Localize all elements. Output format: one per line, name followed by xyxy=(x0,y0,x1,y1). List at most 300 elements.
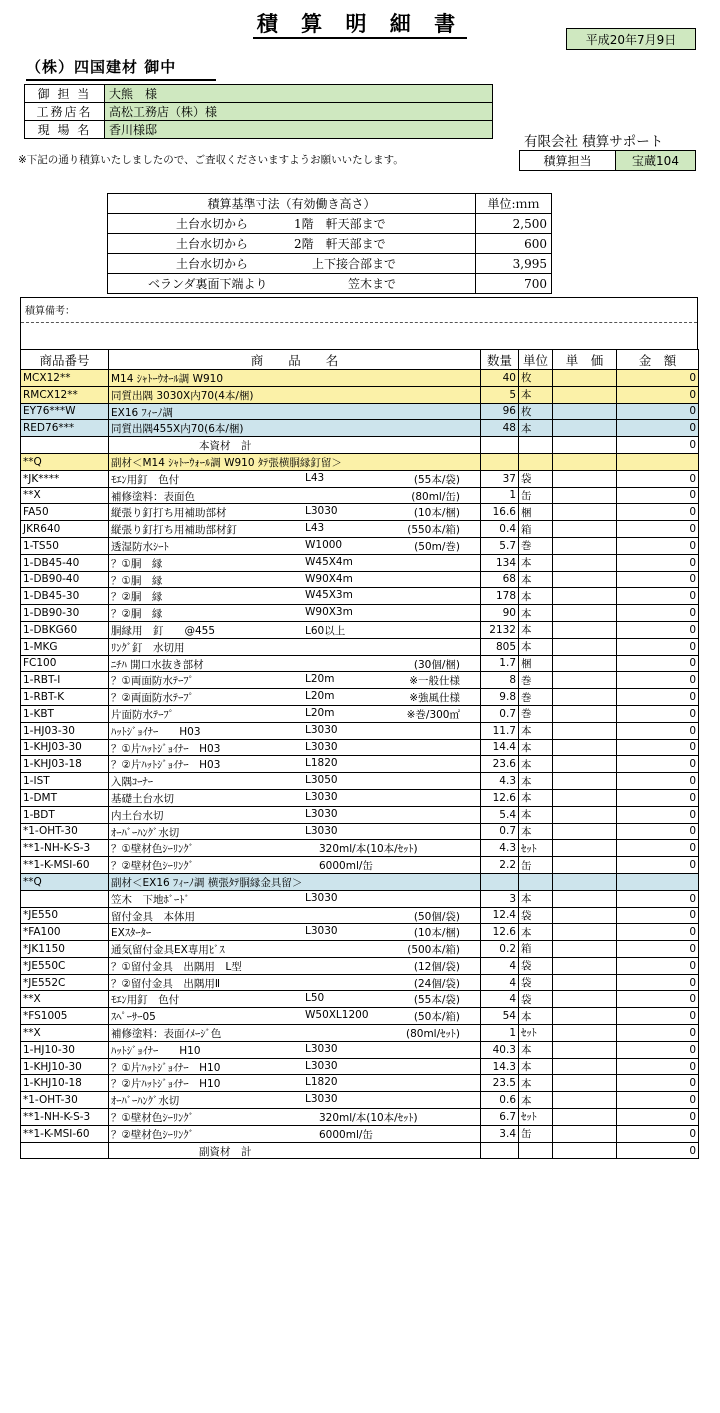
item-unit: 袋 xyxy=(519,957,553,974)
item-unit xyxy=(519,873,553,890)
info-label: 工務店名 xyxy=(25,103,105,121)
item-quantity: 0.7 xyxy=(481,705,519,722)
item-name-text: ﾓｴﾝ用釘 色付 xyxy=(111,994,180,1007)
item-code: 1-HJ03-30 xyxy=(21,722,109,739)
item-quantity: 0.2 xyxy=(481,941,519,958)
item-name-text: 補修塗料：表面色 xyxy=(111,490,195,503)
table-row xyxy=(21,1075,699,1092)
item-spec: L3030 xyxy=(305,740,338,753)
item-unit: 缶 xyxy=(519,857,553,874)
item-code: RMCX12** xyxy=(21,386,109,403)
item-name xyxy=(109,554,481,571)
item-unit-price xyxy=(553,370,617,387)
item-unit-price xyxy=(553,806,617,823)
item-name-text: 通気留付金具EX専用ﾋﾞｽ xyxy=(111,944,225,957)
item-spec: 320ml/本(10本/ｾｯﾄ) xyxy=(319,1112,418,1125)
item-name-text: 笠木 下地ﾎﾞｰﾄﾞ xyxy=(111,893,190,906)
item-name-text: ｵｰﾊﾞｰﾊﾝｸﾞ水切 xyxy=(111,1095,180,1108)
item-spec: L50 xyxy=(305,992,325,1005)
table-row xyxy=(21,1058,699,1075)
item-unit: 本 xyxy=(519,1058,553,1075)
item-unit: 枚 xyxy=(519,403,553,420)
item-unit-price xyxy=(553,588,617,605)
item-amount: 0 xyxy=(617,806,699,823)
item-spec: L3030 xyxy=(305,723,338,736)
item-name xyxy=(109,672,481,689)
basis-from: 土台水切から xyxy=(176,217,249,231)
item-amount: 0 xyxy=(617,571,699,588)
item-unit: ｾｯﾄ xyxy=(519,1109,553,1126)
table-row xyxy=(21,453,699,470)
item-amount: 0 xyxy=(617,470,699,487)
table-row xyxy=(21,907,699,924)
item-unit: 枚 xyxy=(519,370,553,387)
item-spec: L3030 xyxy=(305,807,338,820)
item-pack: ※巻/300㎡ xyxy=(406,708,460,721)
item-name-text: M14 ｼｬﾄｰｳｵｰﾙ調 W910 xyxy=(111,373,224,385)
item-code: MCX12** xyxy=(21,370,109,387)
table-row xyxy=(21,571,699,588)
item-pack: ※強風仕様 xyxy=(409,692,460,705)
item-name-text: ？②壁材色ｼｰﾘﾝｸﾞ xyxy=(111,1128,194,1141)
item-name xyxy=(109,1092,481,1109)
item-unit-price xyxy=(553,773,617,790)
item-unit-price xyxy=(553,386,617,403)
item-code: 1-RBT-I xyxy=(21,672,109,689)
item-pack: (12個/袋) xyxy=(413,960,460,973)
staff-table xyxy=(519,150,696,171)
basis-row xyxy=(108,234,552,254)
item-quantity: 4 xyxy=(481,974,519,991)
item-spec: L20m xyxy=(305,673,335,686)
item-code: **1-K-MSI-60 xyxy=(21,1125,109,1142)
item-amount: 0 xyxy=(617,1025,699,1042)
info-value: 香川様邸 xyxy=(105,121,493,139)
item-spec: L3030 xyxy=(305,505,338,518)
table-row xyxy=(21,941,699,958)
item-spec: W45X3m xyxy=(305,589,353,602)
table-row xyxy=(21,857,699,874)
item-name-text: 副材＜EX16 ﾌｨｰﾉ調 横張ﾀﾃ胴縁金具留＞ xyxy=(111,876,303,889)
item-amount: 0 xyxy=(617,907,699,924)
item-name xyxy=(109,789,481,806)
table-row xyxy=(21,470,699,487)
item-amount xyxy=(617,873,699,890)
table-row xyxy=(21,672,699,689)
item-amount: 0 xyxy=(617,924,699,941)
item-name xyxy=(109,974,481,991)
item-unit: 本 xyxy=(519,1075,553,1092)
item-name-text: ？①胴 縁 xyxy=(111,574,163,587)
item-unit: 本 xyxy=(519,638,553,655)
item-amount: 0 xyxy=(617,621,699,638)
item-amount: 0 xyxy=(617,386,699,403)
item-unit: 本 xyxy=(519,739,553,756)
item-quantity xyxy=(481,873,519,890)
item-quantity: 1 xyxy=(481,1025,519,1042)
item-unit-price xyxy=(553,621,617,638)
item-name xyxy=(109,689,481,706)
item-amount: 0 xyxy=(617,537,699,554)
item-name xyxy=(109,823,481,840)
table-row xyxy=(21,403,699,420)
item-pack: (10本/梱) xyxy=(413,507,460,520)
item-name xyxy=(109,873,481,890)
basis-to: 2階 軒天部まで xyxy=(294,237,386,251)
item-quantity xyxy=(481,453,519,470)
item-unit: 本 xyxy=(519,386,553,403)
item-code: *1-OHT-30 xyxy=(21,1092,109,1109)
table-row xyxy=(21,756,699,773)
item-quantity: 0.7 xyxy=(481,823,519,840)
item-unit-price xyxy=(553,957,617,974)
item-quantity: 178 xyxy=(481,588,519,605)
item-amount: 0 xyxy=(617,1008,699,1025)
item-code: *JK**** xyxy=(21,470,109,487)
item-code: *1-OHT-30 xyxy=(21,823,109,840)
item-unit-price xyxy=(553,873,617,890)
item-name-text: 留付金具 本体用 xyxy=(111,910,195,923)
item-code: JKR640 xyxy=(21,521,109,538)
item-unit-price xyxy=(553,1008,617,1025)
table-row xyxy=(21,1025,699,1042)
item-name xyxy=(109,890,481,907)
item-quantity: 23.5 xyxy=(481,1075,519,1092)
item-quantity: 5 xyxy=(481,386,519,403)
item-quantity: 40 xyxy=(481,370,519,387)
item-unit: 巻 xyxy=(519,537,553,554)
item-code: 1-MKG xyxy=(21,638,109,655)
issue-date: 平成20年7月9日 xyxy=(566,28,696,50)
basis-from: ベランダ裏面下端より xyxy=(148,277,268,291)
item-spec: L1820 xyxy=(305,1076,338,1089)
item-name xyxy=(109,1041,481,1058)
item-amount: 0 xyxy=(617,722,699,739)
item-unit-price xyxy=(553,638,617,655)
item-unit-price xyxy=(553,739,617,756)
item-unit: 箱 xyxy=(519,521,553,538)
item-spec: L60以上 xyxy=(305,624,346,637)
item-pack: (24個/袋) xyxy=(413,977,460,990)
basis-value: 700 xyxy=(476,274,552,294)
table-row xyxy=(21,689,699,706)
item-code: RED76*** xyxy=(21,420,109,437)
item-name-text: ﾊｯﾄｼﾞｮｲﾅｰ H10 xyxy=(111,1044,201,1057)
item-pack: (50m/巻) xyxy=(414,540,460,553)
table-row xyxy=(21,773,699,790)
item-name xyxy=(109,957,481,974)
staff-name: 宝蔵104 xyxy=(616,151,696,171)
item-amount: 0 xyxy=(617,890,699,907)
item-amount: 0 xyxy=(617,1058,699,1075)
item-quantity: 2132 xyxy=(481,621,519,638)
item-spec: W45X4m xyxy=(305,555,353,568)
item-code: *FA100 xyxy=(21,924,109,941)
item-unit: 本 xyxy=(519,789,553,806)
item-name-text: ？①片ﾊｯﾄｼﾞｮｲﾅｰ H10 xyxy=(111,1061,221,1074)
item-quantity: 0.6 xyxy=(481,1092,519,1109)
item-quantity: 68 xyxy=(481,571,519,588)
item-name-text: ？①片ﾊｯﾄｼﾞｮｲﾅｰ H03 xyxy=(111,742,221,755)
item-unit-price xyxy=(553,504,617,521)
item-unit: 梱 xyxy=(519,655,553,672)
basis-to: 1階 軒天部まで xyxy=(294,217,386,231)
item-unit-price xyxy=(553,789,617,806)
item-code xyxy=(21,1142,109,1159)
item-name-text: 補修塗料：表面ｲﾒｰｼﾞ色 xyxy=(111,1028,222,1041)
item-name xyxy=(109,924,481,941)
item-unit: 本 xyxy=(519,806,553,823)
item-name-text: ﾓｴﾝ用釘 色付 xyxy=(111,473,180,486)
item-name xyxy=(109,1125,481,1142)
item-unit-price xyxy=(553,1092,617,1109)
item-unit-price xyxy=(553,403,617,420)
item-name xyxy=(109,420,481,437)
basis-row xyxy=(108,274,552,294)
item-code: 1-TS50 xyxy=(21,537,109,554)
item-code: 1-KHJ10-30 xyxy=(21,1058,109,1075)
item-amount: 0 xyxy=(617,638,699,655)
item-name-text: ？①壁材色ｼｰﾘﾝｸﾞ xyxy=(111,843,194,856)
table-row xyxy=(21,605,699,622)
item-unit-price xyxy=(553,437,617,454)
item-pack: (55本/袋) xyxy=(413,473,460,486)
item-pack: (55本/袋) xyxy=(413,994,460,1007)
item-unit-price xyxy=(553,487,617,504)
item-name xyxy=(109,537,481,554)
table-row xyxy=(21,974,699,991)
item-pack: (50本/箱) xyxy=(413,1011,460,1024)
item-name-text: ？②留付金具 出隅用Ⅱ xyxy=(111,977,221,990)
item-unit-price xyxy=(553,672,617,689)
item-name-text: ？②片ﾊｯﾄｼﾞｮｲﾅｰ H10 xyxy=(111,1078,221,1091)
item-amount: 0 xyxy=(617,504,699,521)
item-unit-price xyxy=(553,991,617,1008)
remarks-label: 積算備考： xyxy=(25,306,75,317)
item-name-text: ｽﾍﾟｰｻｰ05 xyxy=(111,1011,156,1024)
table-row xyxy=(21,739,699,756)
document-title: 積 算 明 細 書 xyxy=(0,8,720,38)
table-header-row xyxy=(21,350,699,370)
item-unit: 巻 xyxy=(519,672,553,689)
item-name xyxy=(109,504,481,521)
item-name-text: ﾆﾁﾊ 開口水抜き部材 xyxy=(111,658,204,671)
item-amount: 0 xyxy=(617,1142,699,1159)
item-pack: (30個/梱) xyxy=(413,658,460,671)
item-name-text: ？①留付金具 出隅用 L型 xyxy=(111,960,242,973)
item-name xyxy=(109,857,481,874)
item-amount: 0 xyxy=(617,773,699,790)
item-unit: 本 xyxy=(519,1092,553,1109)
item-spec: L3030 xyxy=(305,1093,338,1106)
item-name xyxy=(109,705,481,722)
item-code: *JE552C xyxy=(21,974,109,991)
item-unit-price xyxy=(553,941,617,958)
item-unit-price xyxy=(553,890,617,907)
item-code: FC100 xyxy=(21,655,109,672)
item-name-text: ？①胴 縁 xyxy=(111,557,163,570)
item-code: 1-DB90-40 xyxy=(21,571,109,588)
basis-to: 上下接合部まで xyxy=(312,257,397,271)
table-row xyxy=(21,823,699,840)
item-name-text: 縦張り釘打ち用補助部材釘 xyxy=(111,524,237,537)
table-row xyxy=(21,1008,699,1025)
item-spec: L43 xyxy=(305,522,325,535)
item-amount: 0 xyxy=(617,857,699,874)
item-name xyxy=(109,521,481,538)
item-amount: 0 xyxy=(617,1092,699,1109)
item-name xyxy=(109,655,481,672)
item-amount: 0 xyxy=(617,521,699,538)
item-name xyxy=(109,487,481,504)
table-row xyxy=(21,991,699,1008)
item-amount: 0 xyxy=(617,588,699,605)
item-name xyxy=(109,453,481,470)
item-amount: 0 xyxy=(617,487,699,504)
item-spec: L3030 xyxy=(305,1059,338,1072)
item-unit-price xyxy=(553,1075,617,1092)
item-unit: 巻 xyxy=(519,689,553,706)
item-spec: W50XL1200 xyxy=(305,1009,369,1022)
item-code: **Q xyxy=(21,873,109,890)
item-name-text: EX16 ﾌｨｰﾉ調 xyxy=(111,406,174,419)
table-row xyxy=(21,1109,699,1126)
table-row xyxy=(21,437,699,454)
client-info-table xyxy=(24,84,493,139)
item-quantity: 11.7 xyxy=(481,722,519,739)
table-row xyxy=(21,1125,699,1142)
item-name xyxy=(109,1025,481,1042)
item-quantity: 48 xyxy=(481,420,519,437)
item-amount: 0 xyxy=(617,739,699,756)
item-unit-price xyxy=(553,974,617,991)
item-code: *JE550 xyxy=(21,907,109,924)
item-unit-price xyxy=(553,823,617,840)
item-name xyxy=(109,1075,481,1092)
item-unit-price xyxy=(553,1041,617,1058)
item-code: 1-DB45-40 xyxy=(21,554,109,571)
basis-value: 600 xyxy=(476,234,552,254)
item-amount: 0 xyxy=(617,941,699,958)
info-label: 現 場 名 xyxy=(25,121,105,139)
item-spec: L3030 xyxy=(305,824,338,837)
item-amount: 0 xyxy=(617,756,699,773)
item-unit-price xyxy=(553,537,617,554)
item-amount: 0 xyxy=(617,705,699,722)
item-quantity: 4 xyxy=(481,991,519,1008)
item-unit-price xyxy=(553,521,617,538)
item-unit: 本 xyxy=(519,1041,553,1058)
item-pack: (80ml/ｾｯﾄ) xyxy=(406,1028,460,1041)
item-name-text: ﾊｯﾄｼﾞｮｲﾅｰ H03 xyxy=(111,725,201,738)
table-row xyxy=(21,840,699,857)
item-code: 1-DB90-30 xyxy=(21,605,109,622)
item-unit: 本 xyxy=(519,605,553,622)
table-row xyxy=(21,487,699,504)
item-name-text: 同質出隅 3030X内70(4本/梱) xyxy=(111,389,254,402)
staff-label: 積算担当 xyxy=(520,151,616,171)
item-code: 1-DB45-30 xyxy=(21,588,109,605)
item-quantity: 5.7 xyxy=(481,537,519,554)
item-quantity: 12.6 xyxy=(481,789,519,806)
item-amount: 0 xyxy=(617,1041,699,1058)
item-name-text: ？①壁材色ｼｰﾘﾝｸﾞ xyxy=(111,1112,194,1125)
item-amount: 0 xyxy=(617,420,699,437)
item-name xyxy=(109,386,481,403)
basis-from: 土台水切から xyxy=(176,257,249,271)
item-amount: 0 xyxy=(617,689,699,706)
item-code: 1-BDT xyxy=(21,806,109,823)
item-pack: ※一般仕様 xyxy=(409,675,460,688)
item-name xyxy=(109,1142,481,1159)
item-name-text: 同質出隅455X内70(6本/梱) xyxy=(111,423,244,436)
item-code: **1-NH-K-S-3 xyxy=(21,1109,109,1126)
item-code: 1-KHJ10-18 xyxy=(21,1075,109,1092)
item-unit-price xyxy=(553,571,617,588)
item-spec: 6000ml/缶 xyxy=(319,860,373,873)
item-unit-price xyxy=(553,1125,617,1142)
table-row xyxy=(21,890,699,907)
item-quantity: 96 xyxy=(481,403,519,420)
item-amount: 0 xyxy=(617,991,699,1008)
item-quantity: 3 xyxy=(481,890,519,907)
item-unit: 袋 xyxy=(519,974,553,991)
item-unit-price xyxy=(553,554,617,571)
item-spec: 320ml/本(10本/ｾｯﾄ) xyxy=(319,843,418,856)
item-code: *JK1150 xyxy=(21,941,109,958)
item-name-text: 基礎土台水切 xyxy=(111,792,174,805)
item-name xyxy=(109,991,481,1008)
item-spec: L3030 xyxy=(305,925,338,938)
table-row xyxy=(21,1142,699,1159)
estimate-detail-table xyxy=(20,349,699,1159)
item-code: 1-KBT xyxy=(21,705,109,722)
item-name-text: 片面防水ﾃｰﾌﾟ xyxy=(111,708,174,721)
table-row xyxy=(21,554,699,571)
item-amount: 0 xyxy=(617,403,699,420)
item-amount: 0 xyxy=(617,840,699,857)
item-quantity: 1.7 xyxy=(481,655,519,672)
item-quantity: 23.6 xyxy=(481,756,519,773)
height-basis-table xyxy=(107,193,552,294)
item-pack: (50個/袋) xyxy=(413,910,460,923)
item-code: **X xyxy=(21,991,109,1008)
item-unit: 本 xyxy=(519,588,553,605)
item-quantity: 0.4 xyxy=(481,521,519,538)
table-row xyxy=(21,705,699,722)
item-unit-price xyxy=(553,1142,617,1159)
item-pack: (500本/箱) xyxy=(407,944,460,957)
table-row xyxy=(21,504,699,521)
basis-header: 積算基準寸法（有効働き高さ） xyxy=(108,194,476,214)
item-unit: 本 xyxy=(519,420,553,437)
item-name xyxy=(109,907,481,924)
item-quantity: 12.6 xyxy=(481,924,519,941)
item-quantity: 8 xyxy=(481,672,519,689)
item-unit-price xyxy=(553,840,617,857)
item-code: **1-K-MSI-60 xyxy=(21,857,109,874)
remarks-divider xyxy=(21,322,697,323)
item-unit: 梱 xyxy=(519,504,553,521)
item-spec: W1000 xyxy=(305,538,343,551)
company-name: 有限会社 積算サポート xyxy=(524,134,664,150)
item-quantity: 4.3 xyxy=(481,840,519,857)
item-unit-price xyxy=(553,1109,617,1126)
item-spec: L1820 xyxy=(305,757,338,770)
item-quantity: 805 xyxy=(481,638,519,655)
item-quantity: 4.3 xyxy=(481,773,519,790)
item-unit xyxy=(519,453,553,470)
